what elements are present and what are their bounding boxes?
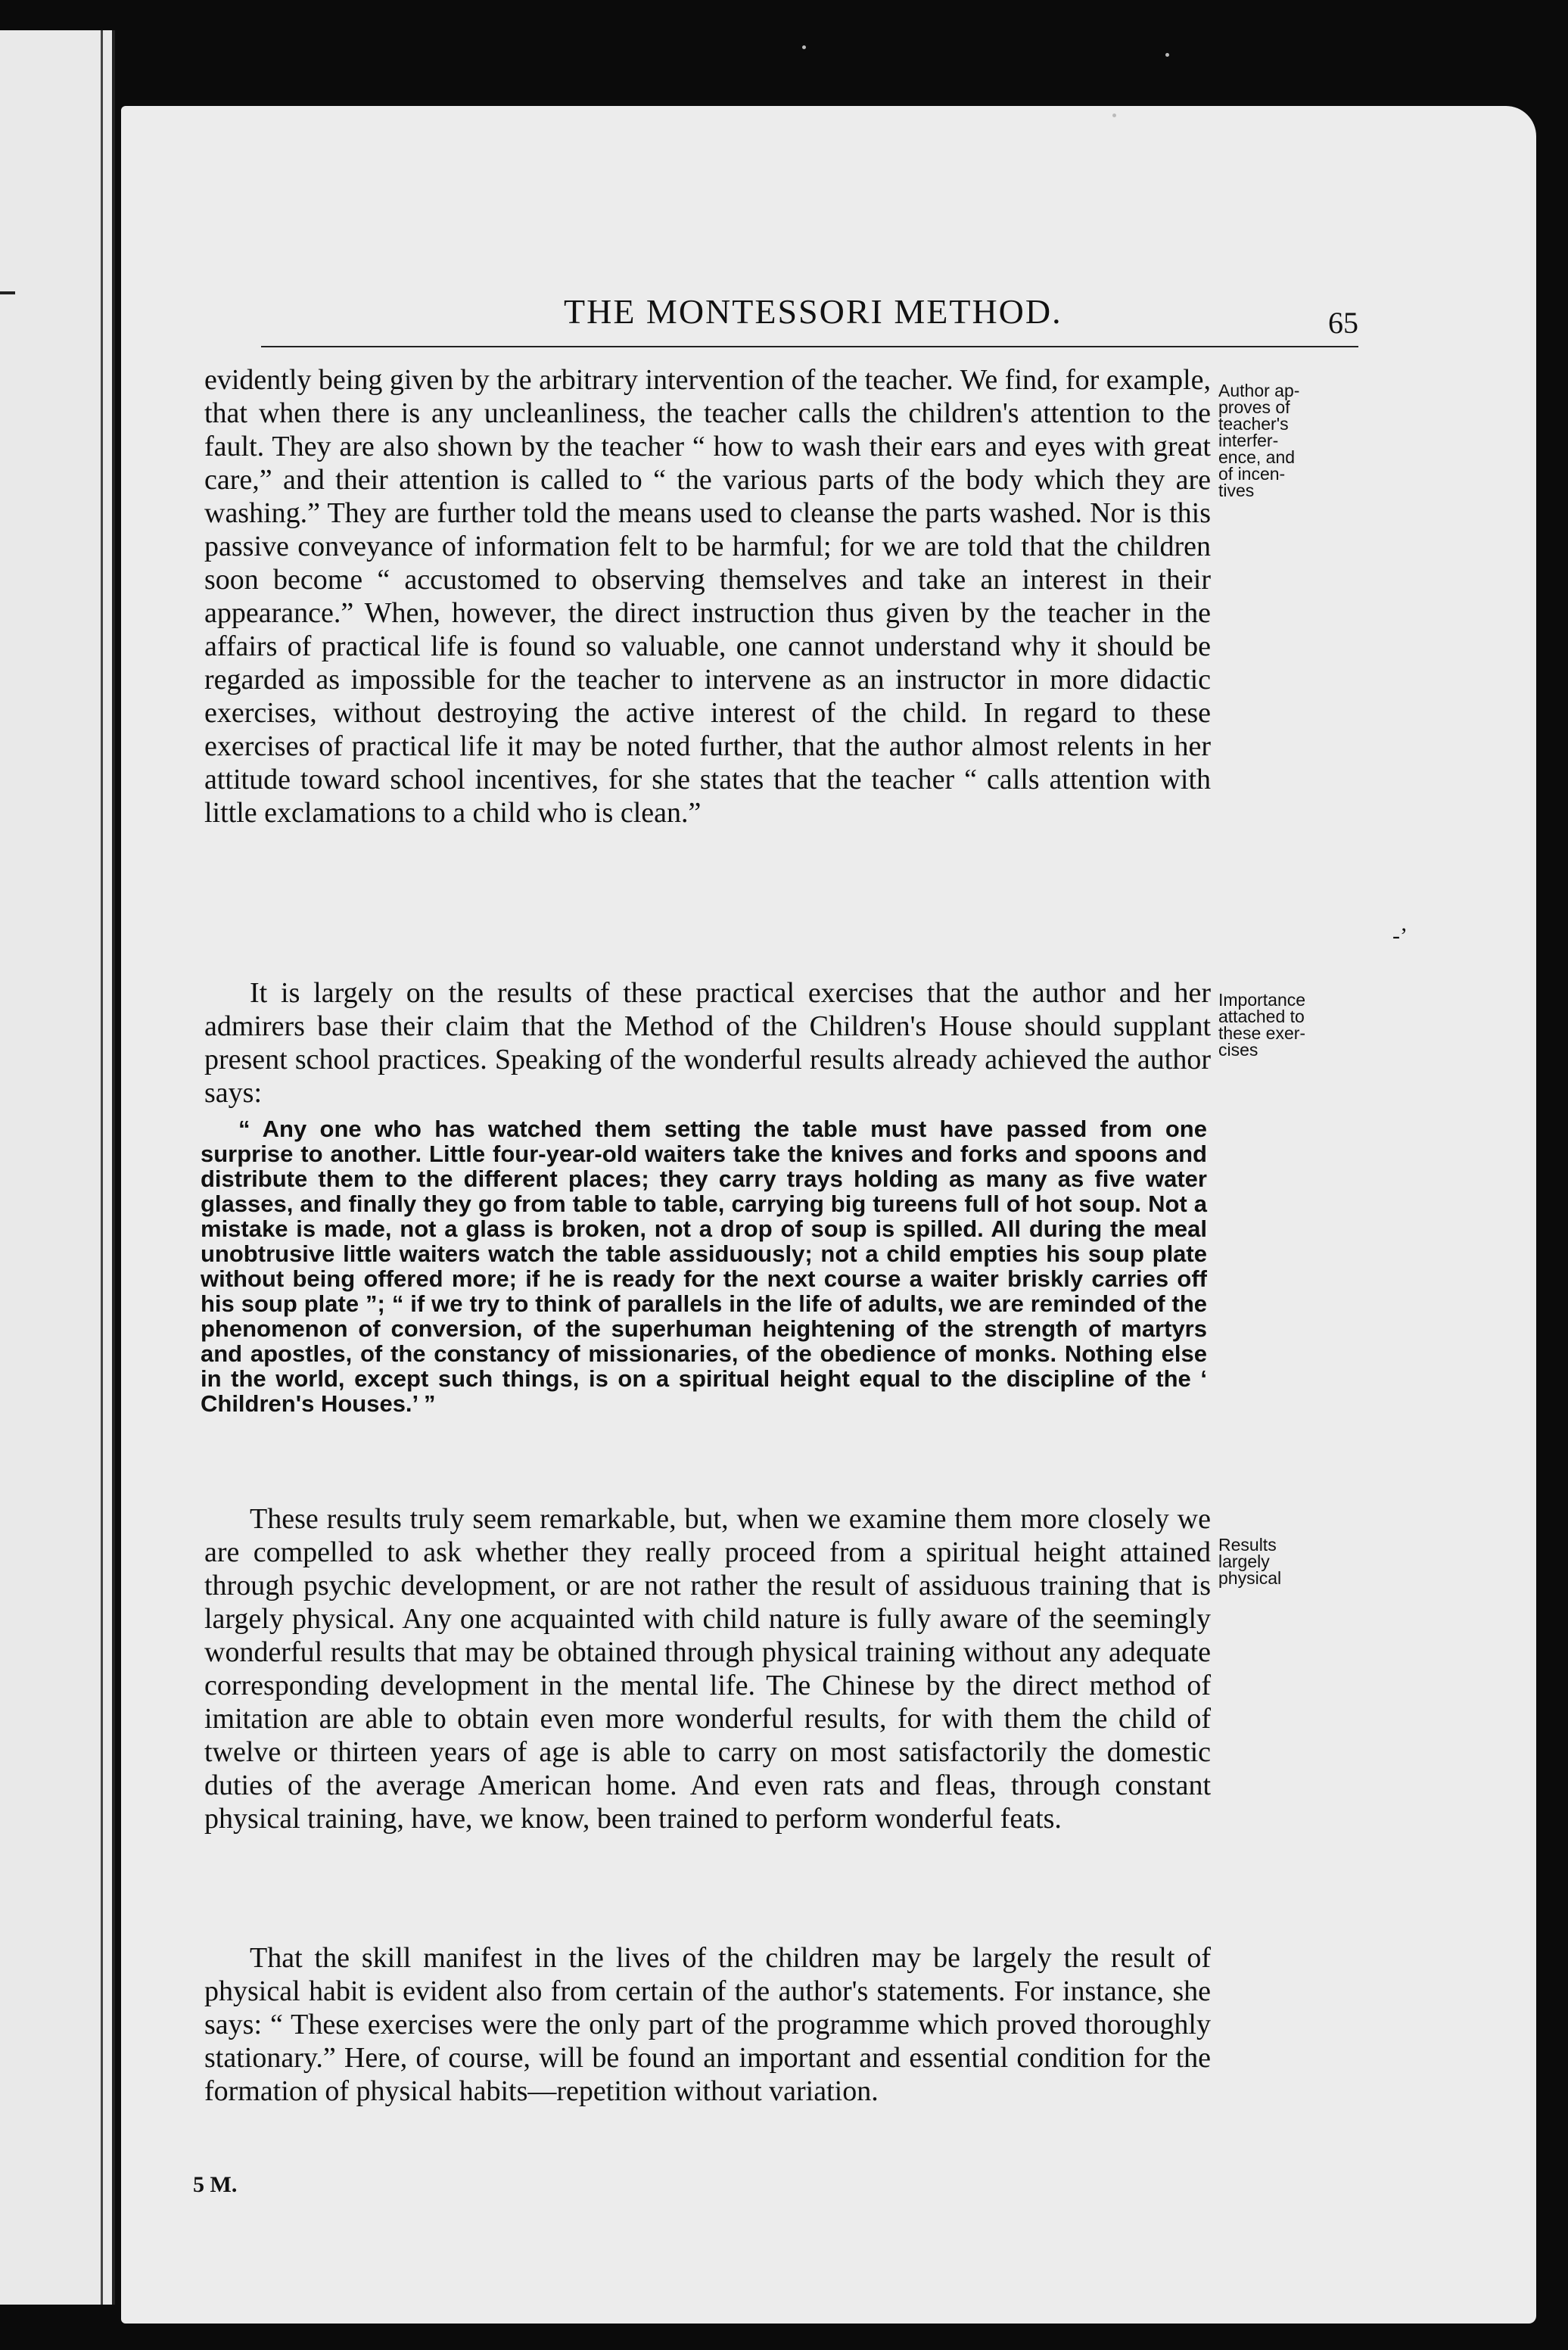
paragraph-text: evidently being given by the arbitrary intervention of the teacher. We find, for example, that when there is any uncleanliness, the teacher calls the children's attention to the fault. They are also shown by the teacher “ how to wash their ears and eyes with great care,” and their attention is called to “ the various parts of the body which they are washing.” They are further told the means used to cleanse the parts washed. Nor is this passive conveyance of information felt to be harmful; for we are told that the children soon become “ accustomed to observing themselves and take an interest in their appearance.” When, however, the direct instruction thus given by the teacher in the affairs of practical life is found so valuable, one cannot understand why it should be regarded as impossible for the teacher to intervene as an instructor in more didactic exercises, without destroying the active interest of the child. In regard to these exercises of practical life it may be noted further, that the author almost relents in her attitude toward school incentives, for she states that the teacher “ calls attention with little exclamations to a child who is clean.” — [204, 364, 1211, 829]
side-note-line: attached to — [1218, 1007, 1305, 1026]
stray-mark: -’ — [1392, 923, 1408, 948]
dust-speck — [1112, 114, 1116, 117]
side-note-line: largely — [1218, 1552, 1270, 1571]
side-note-importance — [1218, 991, 1347, 1058]
side-note-line: physical — [1218, 1568, 1282, 1588]
scan-mark — [0, 291, 15, 294]
running-header — [261, 291, 1358, 344]
paragraph-text: It is largely on the results of these practical exercises that the author and her admirers base their claim that the Method of the Children's House should supplant present school practices. Speaking of the wonderful results already achieved the author says: — [204, 977, 1211, 1109]
paragraph-results — [204, 1502, 1211, 1835]
signature-mark: 5 M. — [193, 2172, 238, 2197]
paragraph-text: That the skill manifest in the lives of the children may be largely the result of physical habit is evident also from certain of the author's statements. For instance, she says: “ These exercises were the only part of the programme which proved thoroughly stationary.” Here, of course, will be found an important and essential condition for the formation of physical habits—repetition without variation. — [204, 1942, 1211, 2107]
side-note-results-physical — [1218, 1536, 1347, 1586]
quote-text: “ Any one who has watched them setting the table must have passed from one surprise to another. Little four-year-old waiters take the knives and forks and spoons and distribute them to the different places; they carry trays holding as many as five water glasses, and finally they go from table to table, carrying big tureens full of hot soup. Not a mistake is made, not a glass is broken, not a drop of soup is spilled. All during the meal unobtrusive little waiters watch the table assiduously; not a child empties his soup plate without being offered more; if he is ready for the next course a waiter briskly carries off his soup plate ”; “ if we try to think of parallels in the life of adults, we are reminded of the phenomenon of conversion, of the superhuman heightening of the strength of martyrs and apostles, of the constancy of missionaries, of the obedience of monks. Nothing else in the world, except such things, is on a spiritual height equal to the discipline of the ‘ Children's Houses.’ ” — [201, 1116, 1207, 1417]
dust-speck — [802, 45, 806, 49]
adjacent-page-edge — [0, 30, 115, 2305]
header-rule — [261, 346, 1358, 347]
adjacent-page-rule — [101, 30, 103, 2305]
side-note-line: Importance — [1218, 990, 1306, 1010]
side-note-line: interfer- — [1218, 431, 1279, 450]
paragraph-habit — [204, 1941, 1211, 2108]
page-number: 65 — [1328, 306, 1358, 340]
block-quote — [201, 1116, 1207, 1416]
side-note-author-approves — [1218, 382, 1347, 499]
paragraph-incentives — [204, 363, 1211, 830]
side-note-line: ence, and — [1218, 447, 1296, 467]
paragraph-claim — [204, 976, 1211, 1110]
side-note-line: teacher's — [1218, 414, 1289, 434]
side-note-line: these exer- — [1218, 1023, 1306, 1043]
running-title: THE MONTESSORI METHOD. — [564, 292, 1062, 331]
side-note-line: of incen- — [1218, 464, 1286, 484]
side-note-line: tives — [1218, 481, 1255, 500]
paragraph-text: These results truly seem remarkable, but, when we examine them more closely we are compelled to ask whether they really proceed from a spiritual height attained through psychic development, or are not rather the result of assiduous training that is largely physical. Any one acquainted with child nature is fully aware of the seemingly wonderful results that may be obtained through physical training without any adequate corresponding development in the mental life. The Chinese by the direct method of imitation are able to obtain even more wonderful results, for with them the child of twelve or thirteen years of age is able to carry on most satisfactorily the domestic duties of the average American home. And even rats and fleas, through constant physical training, have, we know, been trained to perform wonderful feats. — [204, 1503, 1211, 1835]
dust-speck — [1165, 53, 1169, 57]
side-note-line: Author ap- — [1218, 381, 1300, 400]
side-note-line: proves of — [1218, 397, 1290, 417]
side-note-line: cises — [1218, 1040, 1258, 1060]
side-note-line: Results — [1218, 1535, 1277, 1555]
